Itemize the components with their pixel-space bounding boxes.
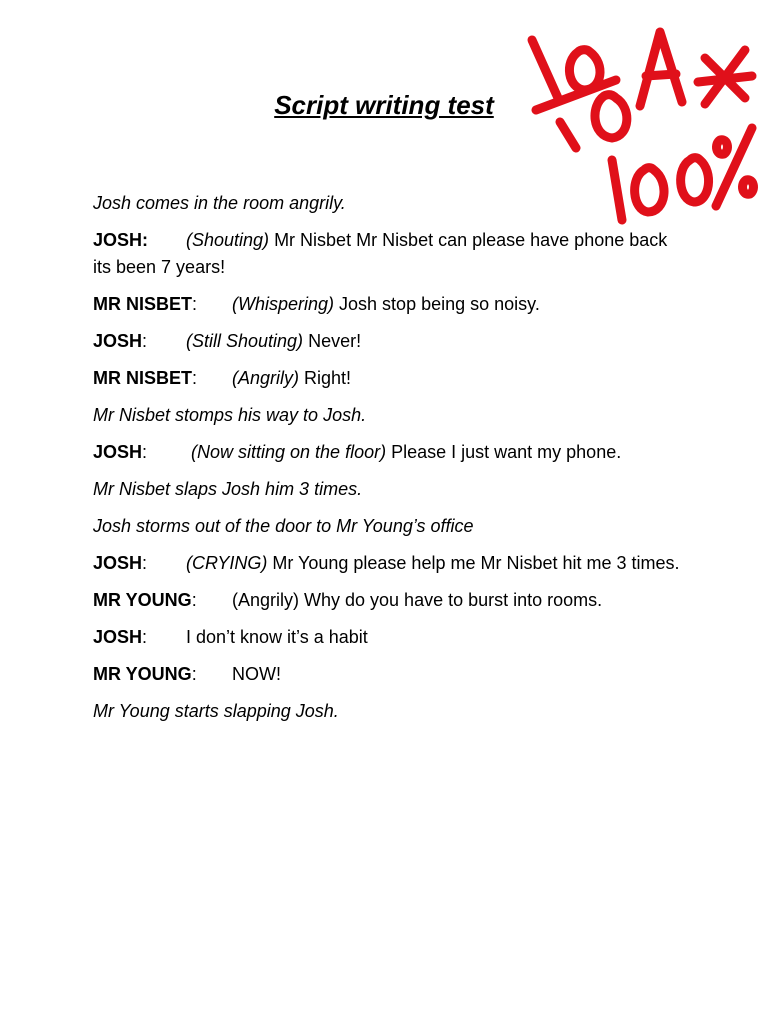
speaker-name bbox=[93, 587, 232, 614]
dialogue-text: I don’t know it’s a habit bbox=[186, 627, 368, 647]
speaker-name bbox=[93, 661, 232, 688]
stage-direction: Mr Nisbet stomps his way to Josh. bbox=[93, 405, 367, 425]
dialogue-text: Mr Nisbet Mr Nisbet can please have phone back its been 7 years! bbox=[93, 230, 668, 277]
script-body bbox=[93, 190, 683, 735]
speaker-label: MR YOUNG bbox=[93, 590, 192, 610]
stage-direction: Josh comes in the room angrily. bbox=[93, 193, 346, 213]
speaker-colon: : bbox=[192, 368, 198, 388]
stage-cue: (Whispering) bbox=[232, 294, 335, 314]
dialogue-line bbox=[93, 227, 683, 281]
dialogue-text: Please I just want my phone. bbox=[386, 442, 622, 462]
speaker-colon: : bbox=[142, 627, 148, 647]
speaker-label: JOSH bbox=[93, 553, 143, 573]
speaker-label: MR NISBET bbox=[93, 368, 192, 388]
speaker-name bbox=[93, 439, 186, 466]
dialogue-text: Mr Young please help me Mr Nisbet hit me 3 times. bbox=[267, 553, 680, 573]
speaker-name bbox=[93, 328, 186, 355]
stage-direction: Mr Nisbet slaps Josh him 3 times. bbox=[93, 479, 363, 499]
dialogue-line bbox=[93, 661, 683, 688]
page-title: Script writing test bbox=[274, 90, 494, 120]
dialogue-line bbox=[93, 439, 683, 466]
stage-direction: Mr Young starts slapping Josh. bbox=[93, 701, 339, 721]
stage-cue: (Shouting) bbox=[186, 230, 270, 250]
speaker-label: MR YOUNG bbox=[93, 664, 192, 684]
speaker-colon: : bbox=[191, 664, 197, 684]
dialogue-line bbox=[93, 550, 683, 577]
dialogue-text: (Angrily) Why do you have to burst into rooms. bbox=[232, 590, 603, 610]
dialogue-text: NOW! bbox=[232, 664, 281, 684]
stage-cue: (Now sitting on the floor) bbox=[186, 442, 387, 462]
dialogue-line bbox=[93, 328, 683, 355]
speaker-name bbox=[93, 365, 232, 392]
dialogue-text: Right! bbox=[299, 368, 352, 388]
dialogue-line bbox=[93, 365, 683, 392]
speaker-name bbox=[93, 550, 186, 577]
dialogue-line bbox=[93, 624, 683, 651]
stage-direction: Josh storms out of the door to Mr Young’s office bbox=[93, 516, 474, 536]
speaker-colon: : bbox=[142, 442, 148, 462]
dialogue-line bbox=[93, 291, 683, 318]
speaker-name bbox=[93, 291, 232, 318]
dialogue-line bbox=[93, 587, 683, 614]
speaker-label: JOSH: bbox=[93, 230, 149, 250]
dialogue-text: Never! bbox=[303, 331, 362, 351]
speaker-label: JOSH bbox=[93, 442, 143, 462]
speaker-colon: : bbox=[142, 553, 148, 573]
speaker-colon: : bbox=[192, 294, 198, 314]
stage-cue: (Angrily) bbox=[232, 368, 300, 388]
speaker-label: MR NISBET bbox=[93, 294, 192, 314]
speaker-colon: : bbox=[142, 331, 148, 351]
speaker-label: JOSH bbox=[93, 627, 143, 647]
speaker-colon: : bbox=[191, 590, 197, 610]
speaker-name bbox=[93, 624, 186, 651]
stage-cue: (CRYING) bbox=[186, 553, 268, 573]
speaker-label: JOSH bbox=[93, 331, 143, 351]
dialogue-text: Josh stop being so noisy. bbox=[334, 294, 540, 314]
stage-cue: (Still Shouting) bbox=[186, 331, 304, 351]
speaker-name bbox=[93, 227, 186, 254]
